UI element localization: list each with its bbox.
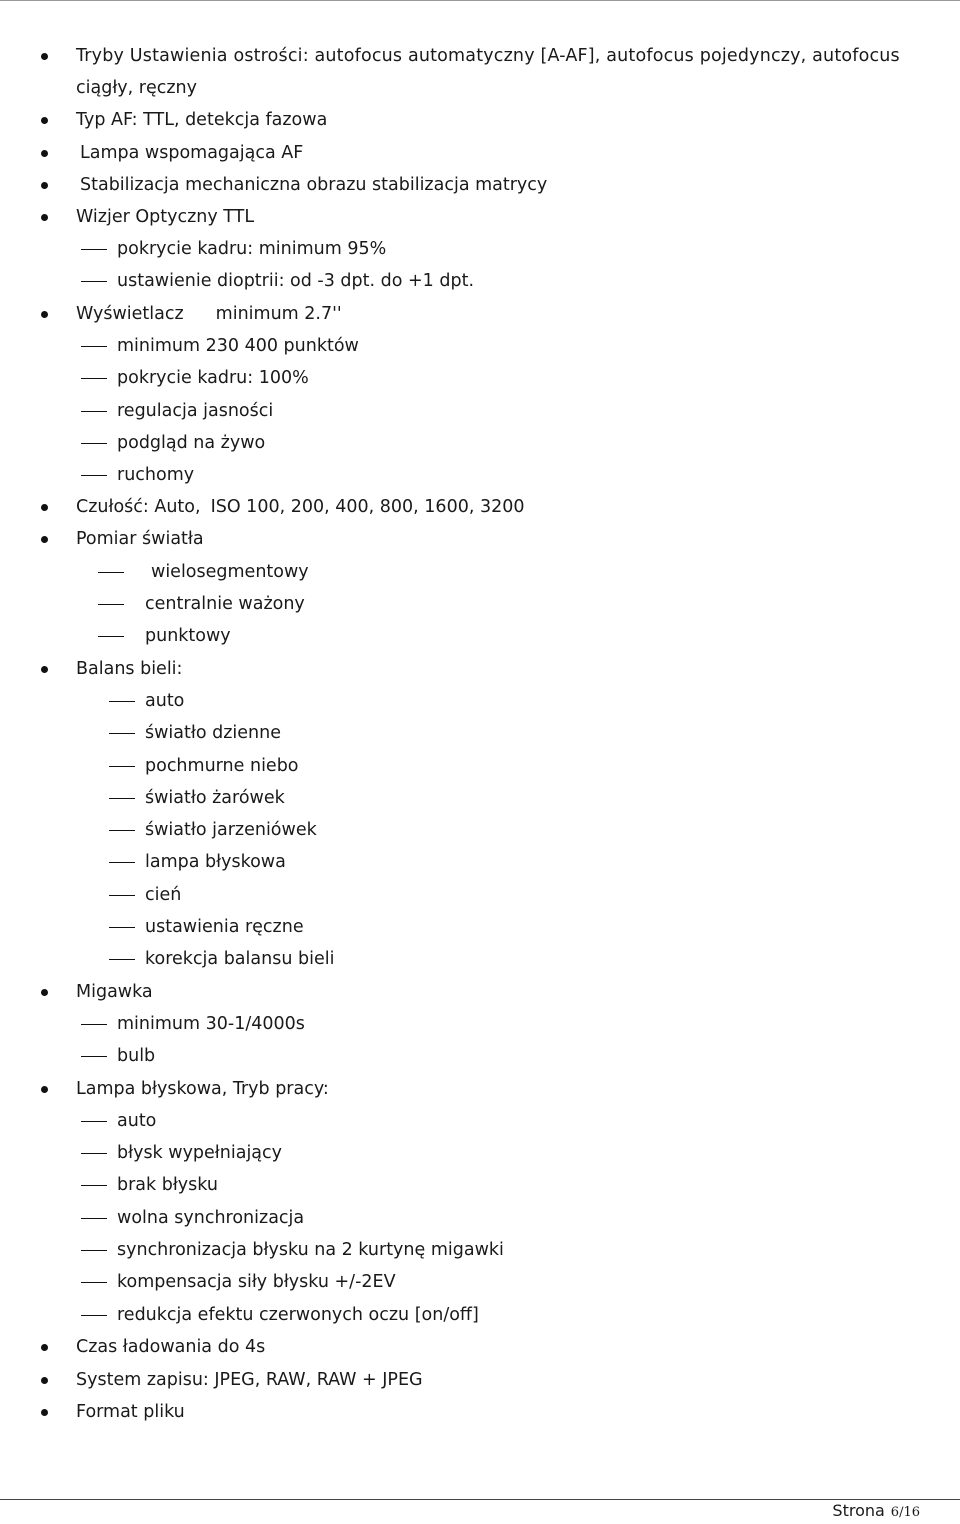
sub-item-frame-coverage: pokrycie kadru: minimum 95% — [117, 239, 387, 259]
spec-item-shutter: Migawka — [76, 982, 153, 1002]
sub-item-red-eye: redukcja efektu czerwonych oczu [on/off] — [117, 1305, 479, 1325]
dash-icon — [109, 927, 135, 928]
spec-item-file-format: Format pliku — [76, 1402, 185, 1422]
sub-item-rear-curtain: synchronizacja błysku na 2 kurtynę migawki — [117, 1240, 504, 1260]
spec-item-iso — [76, 496, 525, 518]
dash-icon — [98, 604, 124, 605]
sub-item-wb-correction: korekcja balansu bieli — [145, 949, 335, 969]
dash-icon — [98, 572, 124, 573]
dash-icon — [109, 733, 135, 734]
bullet-icon — [41, 1377, 48, 1384]
sub-item-shutter-range: minimum 30-1/4000s — [117, 1014, 305, 1034]
sub-item-wb-tungsten: światło żarówek — [145, 788, 285, 808]
bullet-icon — [41, 53, 48, 60]
dash-icon — [81, 1185, 107, 1186]
dash-icon — [109, 830, 135, 831]
dash-icon — [81, 411, 107, 412]
footer-rule — [0, 1499, 960, 1500]
bullet-icon — [41, 989, 48, 996]
dash-icon — [81, 475, 107, 476]
bullet-icon — [41, 504, 48, 511]
page-footer — [832, 1500, 920, 1524]
iso-values: ISO 100, 200, 400, 800, 1600, 3200 — [210, 497, 525, 517]
display-label: Wyświetlacz — [76, 304, 184, 324]
dash-icon — [81, 1121, 107, 1122]
dash-icon — [81, 1250, 107, 1251]
dash-icon — [109, 959, 135, 960]
sub-item-flash-auto: auto — [117, 1111, 157, 1131]
bullet-icon — [41, 1344, 48, 1351]
dash-icon — [81, 249, 107, 250]
sub-item-diopter: ustawienie dioptrii: od -3 dpt. do +1 dpt. — [117, 271, 475, 291]
dash-icon — [81, 1218, 107, 1219]
bullet-icon — [41, 182, 48, 189]
sub-item-wb-manual: ustawienia ręczne — [145, 917, 304, 937]
dash-icon — [81, 1024, 107, 1025]
top-rule — [0, 0, 960, 1]
bullet-icon — [41, 214, 48, 221]
sub-item-spot: punktowy — [145, 626, 231, 646]
dash-icon — [109, 798, 135, 799]
iso-label: Czułość: Auto, — [76, 497, 201, 517]
dash-icon — [98, 636, 124, 637]
spec-item-charge-time: Czas ładowania do 4s — [76, 1337, 266, 1357]
dash-icon — [81, 1056, 107, 1057]
footer-label: Strona — [832, 1501, 885, 1520]
sub-item-wb-shade: cień — [145, 885, 182, 905]
spec-item-recording-system: System zapisu: JPEG, RAW, RAW + JPEG — [76, 1370, 423, 1390]
sub-item-wb-daylight: światło dzienne — [145, 723, 281, 743]
spec-item-af-modes: Tryby Ustawienia ostrości: autofocus automatyczny [A-AF], autofocus pojedynczy, autofocus — [76, 46, 900, 66]
sub-item-multi-segment: wielosegmentowy — [151, 562, 309, 582]
dash-icon — [109, 766, 135, 767]
bullet-icon — [41, 117, 48, 124]
dash-icon — [81, 443, 107, 444]
sub-item-wb-flash: lampa błyskowa — [145, 852, 286, 872]
sub-item-wb-auto: auto — [145, 691, 185, 711]
spec-item-viewfinder: Wizjer Optyczny TTL — [76, 207, 255, 227]
sub-item-center-weighted: centralnie ważony — [145, 594, 305, 614]
dash-icon — [81, 378, 107, 379]
bullet-icon — [41, 1086, 48, 1093]
spec-item-af-modes-cont: ciągły, ręczny — [76, 78, 197, 98]
spec-item-af-assist-lamp: Lampa wspomagająca AF — [80, 143, 304, 163]
sub-item-bulb: bulb — [117, 1046, 156, 1066]
sub-item-display-resolution: minimum 230 400 punktów — [117, 336, 359, 356]
dash-icon — [81, 346, 107, 347]
sub-item-movable: ruchomy — [117, 465, 195, 485]
page-number: 6/16 — [890, 1505, 920, 1520]
dash-icon — [81, 1282, 107, 1283]
dash-icon — [109, 895, 135, 896]
sub-item-fill-flash: błysk wypełniający — [117, 1143, 283, 1163]
spec-item-display — [76, 303, 342, 325]
spec-item-metering: Pomiar światła — [76, 529, 204, 549]
dash-icon — [81, 281, 107, 282]
bullet-icon — [41, 1409, 48, 1416]
spec-item-stabilization: Stabilizacja mechaniczna obrazu stabilizacja matrycy — [80, 175, 548, 195]
dash-icon — [81, 1315, 107, 1316]
dash-icon — [81, 1153, 107, 1154]
spec-item-flash-modes: Lampa błyskowa, Tryb pracy: — [76, 1079, 329, 1099]
bullet-icon — [41, 311, 48, 318]
sub-item-live-view: podgląd na żywo — [117, 433, 266, 453]
sub-item-flash-off: brak błysku — [117, 1175, 218, 1195]
sub-item-slow-sync: wolna synchronizacja — [117, 1208, 305, 1228]
bullet-icon — [41, 536, 48, 543]
spec-item-white-balance: Balans bieli: — [76, 659, 183, 679]
sub-item-flash-compensation: kompensacja siły błysku +/-2EV — [117, 1272, 396, 1292]
dash-icon — [109, 701, 135, 702]
display-size: minimum 2.7'' — [215, 304, 342, 324]
bullet-icon — [41, 666, 48, 673]
sub-item-brightness: regulacja jasności — [117, 401, 274, 421]
spec-item-af-type: Typ AF: TTL, detekcja fazowa — [76, 110, 328, 130]
bullet-icon — [41, 150, 48, 157]
sub-item-wb-fluorescent: światło jarzeniówek — [145, 820, 317, 840]
sub-item-wb-cloudy: pochmurne niebo — [145, 756, 299, 776]
dash-icon — [109, 862, 135, 863]
sub-item-display-coverage: pokrycie kadru: 100% — [117, 368, 309, 388]
